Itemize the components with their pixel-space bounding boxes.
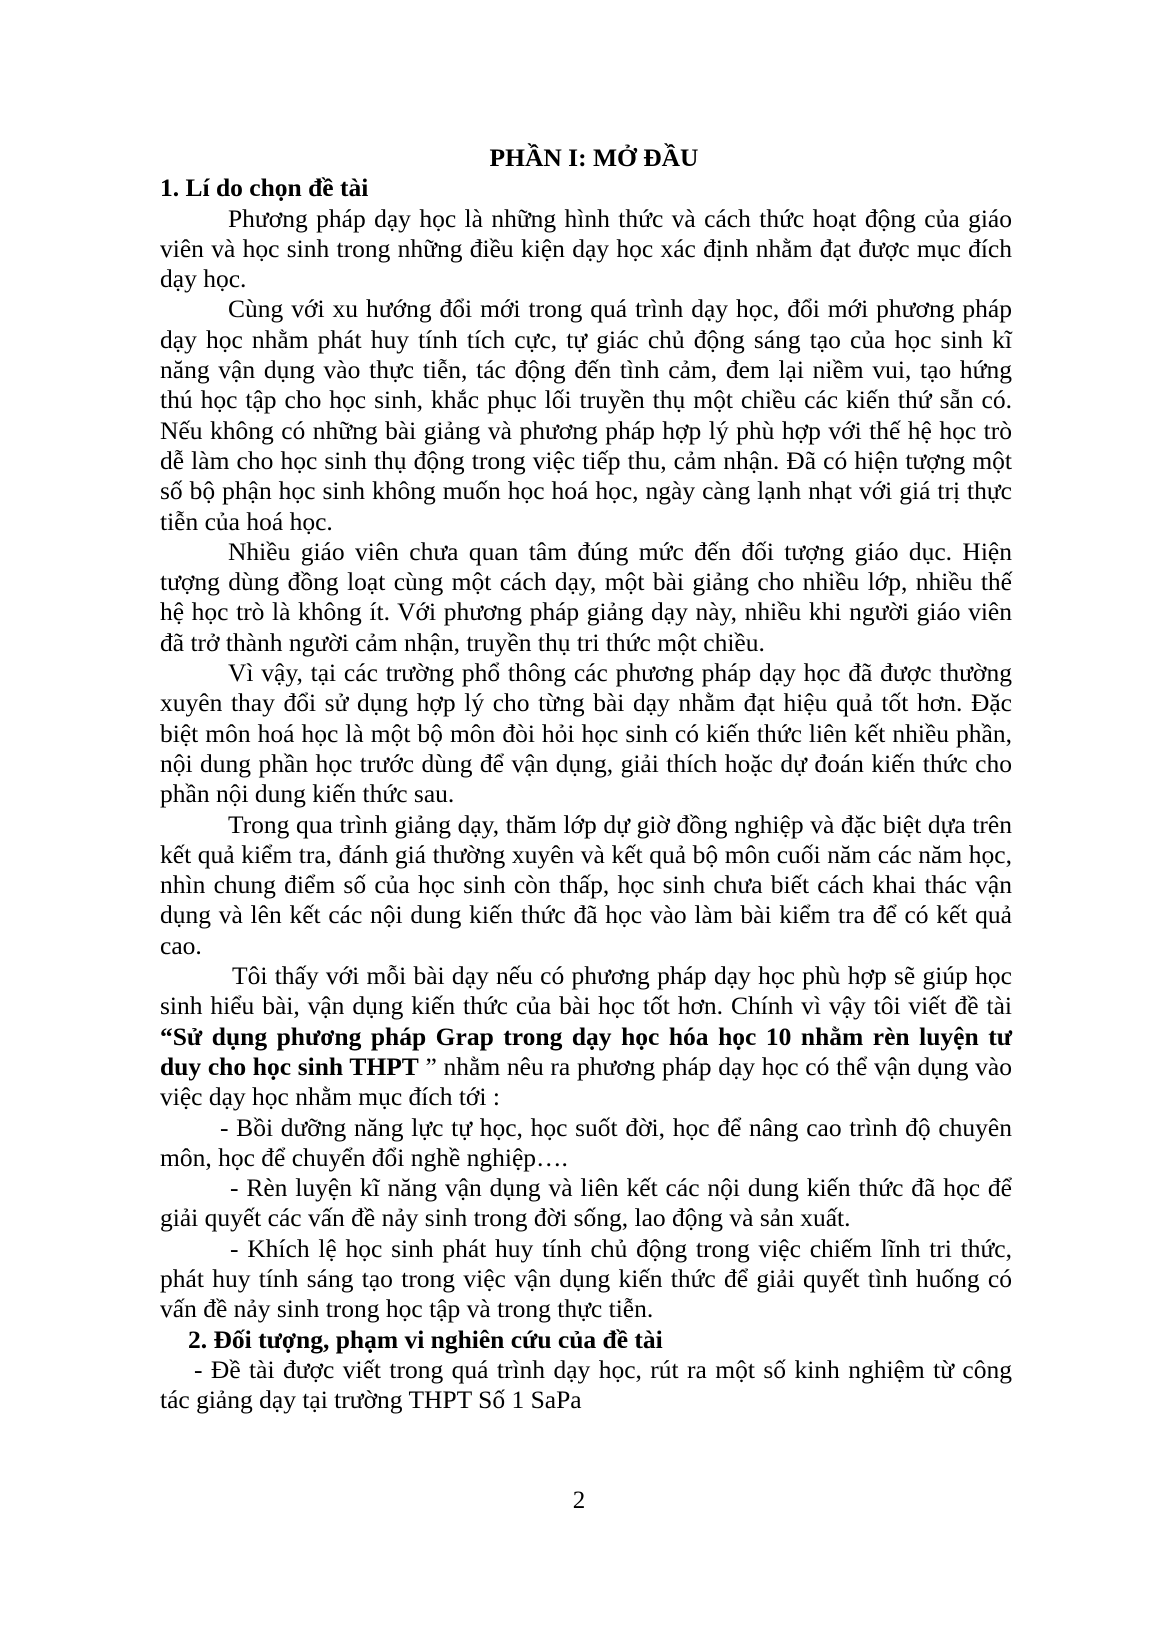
paragraph-2: Cùng với xu hướng đổi mới trong quá trình dạy học, đổi mới phương pháp dạy học nhằm phát huy tính tích cực, tự giác chủ động sáng tạo của học sinh kĩ năng vận dụng vào thực tiễn, tác động đến tình cảm, đem lại niềm vui, tạo hứng thú học tập cho học sinh, khắc phục lối truyền thụ một chiều các kiến thứ sẵn có. Nếu không có những bài giảng và phương pháp hợp lý phù hợp với thế hệ học trò dễ làm cho học sinh thụ động trong việc tiếp thu, cảm nhận. Đã có hiện tượng một số bộ phận học sinh không muốn học hoá học, ngày càng lạnh nhạt với giá trị thực tiễn của hoá học. bbox=[160, 294, 1012, 536]
page-number: 2 bbox=[572, 1487, 586, 1514]
bullet-item: - Bồi dưỡng năng lực tự học, học suốt đời, học để nâng cao trình độ chuyên môn, học để chuyển đổi nghề nghiệp…. bbox=[160, 1112, 1012, 1172]
bullet-item: - Khích lệ học sinh phát huy tính chủ động trong việc chiếm lĩnh tri thức, phát huy tính sáng tạo trong việc vận dụng kiến thức để giải quyết tình huống có vấn đề nảy sinh trong học tập và trong thực tiễn. bbox=[160, 1233, 1012, 1324]
section-heading-reason: 1. Lí do chọn đề tài bbox=[160, 173, 369, 203]
section-heading-scope: 2. Đối tượng, phạm vi nghiên cứu của đề tài bbox=[188, 1324, 663, 1354]
page-title: PHẦN I: MỞ ĐẦU bbox=[489, 143, 699, 172]
paragraph-6-outro: ” nhằm nêu ra phương pháp dạy học có thể vận dụng vào việc dạy học nhằm mục đích tới : bbox=[160, 1051, 1012, 1112]
paragraph-4: Vì vậy, tại các trường phổ thông các phương pháp dạy học đã được thường xuyên thay đổi sử dụng hợp lý cho từng bài dạy nhằm đạt hiệu quả tốt hơn. Đặc biệt môn hoá học là một bộ môn đòi hỏi học sinh có kiến thức liên kết nhiều phần, nội dung phần học trước dùng để vận dụng, giải thích hoặc dự đoán kiến thức cho phần nội dung kiến thức sau. bbox=[160, 658, 1012, 809]
paragraph-6 bbox=[160, 961, 1012, 1112]
paragraph-3: Nhiều giáo viên chưa quan tâm đúng mức đến đối tượng giáo dục. Hiện tượng dùng đồng loạt cùng một cách dạy, một bài giảng cho nhiều lớp, nhiều thế hệ học trò là không ít. Với phương pháp giảng dạy này, nhiều khi người giáo viên đã trở thành người cảm nhận, truyền thụ tri thức một chiều. bbox=[160, 536, 1012, 657]
paragraph-6-intro: Tôi thấy với mỗi bài dạy nếu có phương pháp dạy học phù hợp sẽ giúp học sinh hiểu bài, vận dụng kiến thức của bài học tốt hơn. Chính vì vậy tôi viết đề tài bbox=[160, 961, 1012, 1021]
scope-paragraph: - Đề tài được viết trong quá trình dạy học, rút ra một số kinh nghiệm từ công tác giảng dạy tại trường THPT Số 1 SaPa bbox=[160, 1354, 1012, 1415]
document-page bbox=[160, 133, 1012, 1415]
topic-title-bold: “Sử dụng phương pháp Grap trong dạy học hóa học 10 nhằm rèn luyện tư duy cho học sinh THPT bbox=[160, 1021, 1012, 1081]
bullet-item: - Rèn luyện kĩ năng vận dụng và liên kết các nội dung kiến thức đã học để giải quyết các vấn đề nảy sinh trong đời sống, lao động và sản xuất. bbox=[160, 1173, 1012, 1233]
paragraph-5: Trong qua trình giảng dạy, thăm lớp dự giờ đồng nghiệp và đặc biệt dựa trên kết quả kiểm tra, đánh giá thường xuyên và kết quả bộ môn cuối năm các năm học, nhìn chung điểm số của học sinh còn thấp, học sinh chưa biết cách khai thác vận dụng và lên kết các nội dung kiến thức đã học vào làm bài kiểm tra để có kết quả cao. bbox=[160, 809, 1012, 960]
paragraph-1: Phương pháp dạy học là những hình thức và cách thức hoạt động của giáo viên và học sinh trong những điều kiện dạy học xác định nhằm đạt được mục đích dạy học. bbox=[160, 203, 1012, 294]
